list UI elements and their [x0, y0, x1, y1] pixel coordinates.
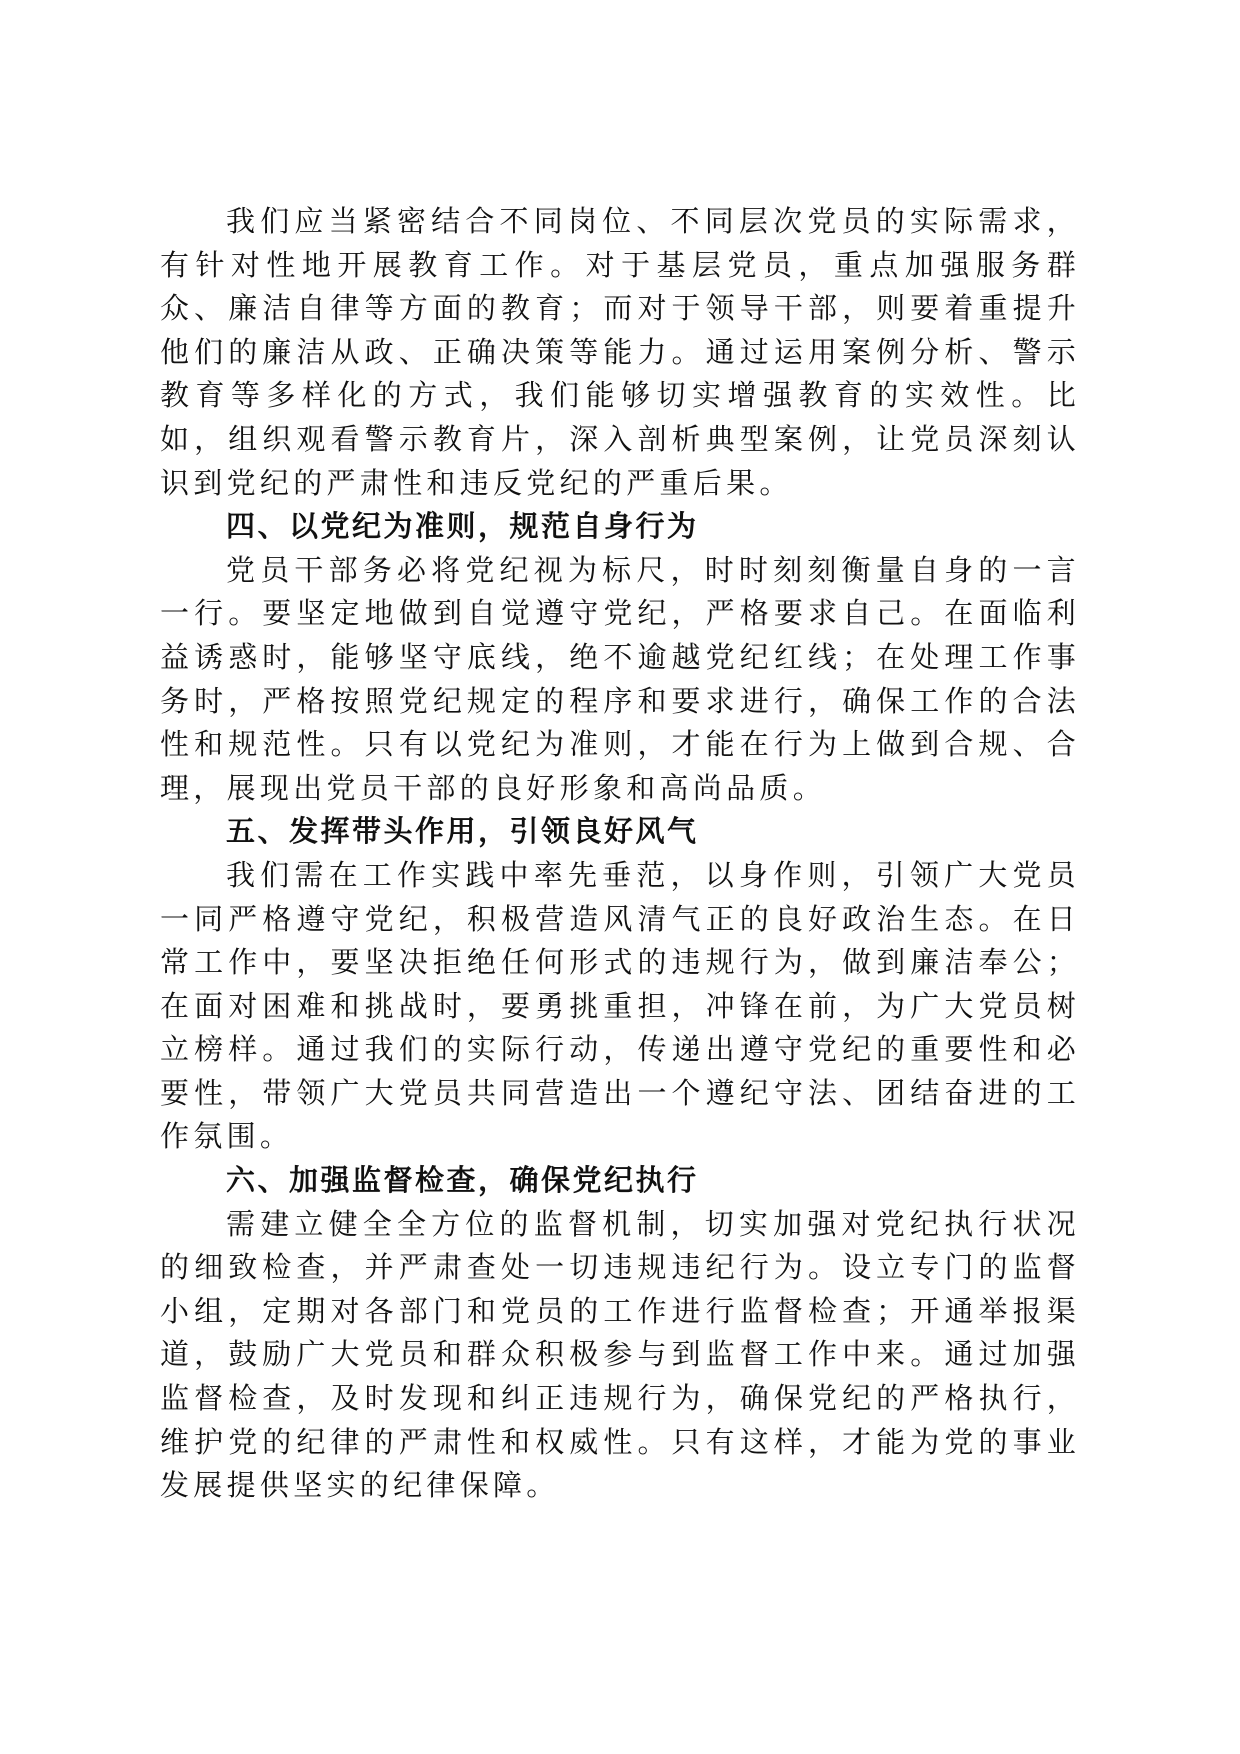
section-heading-4: 四、以党纪为准则，规范自身行为 — [226, 509, 699, 544]
paragraph-education: 我们应当紧密结合不同岗位、不同层次党员的实际需求，有针对性地开展教育工作。对于基层党员，重点加强服务群众、廉洁自律等方面的教育；而对于领导干部，则要着重提升他们的廉洁从政、正确决策等能力。通过运用案例分析、警示教育等多样化的方式，我们能够切实增强教育的实效性。比如，组织观看警示教育片，深入剖析典型案例，让党员深刻认识到党纪的严肃性和违反党纪的严重后果。 — [160, 204, 1080, 500]
section-heading-6: 六、加强监督检查，确保党纪执行 — [226, 1163, 699, 1198]
document-body — [160, 200, 1080, 1508]
paragraph-section-6: 需建立健全全方位的监督机制，切实加强对党纪执行状况的细致检查，并严肃查处一切违规违纪行为。设立专门的监督小组，定期对各部门和党员的工作进行监督检查；开通举报渠道，鼓励广大党员和群众积极参与到监督工作中来。通过加强监督检查，及时发现和纠正违规行为，确保党纪的严格执行，维护党的纪律的严肃性和权威性。只有这样，才能为党的事业发展提供坚实的纪律保障。 — [160, 1206, 1080, 1503]
section-heading-5: 五、发挥带头作用，引领良好风气 — [226, 814, 699, 849]
paragraph-section-5: 我们需在工作实践中率先垂范，以身作则，引领广大党员一同严格遵守党纪，积极营造风清气正的良好政治生态。在日常工作中，要坚决拒绝任何形式的违规行为，做到廉洁奉公；在面对困难和挑战时，要勇挑重担，冲锋在前，为广大党员树立榜样。通过我们的实际行动，传递出遵守党纪的重要性和必要性，带领广大党员共同营造出一个遵纪守法、团结奋进的工作氛围。 — [160, 857, 1080, 1154]
paragraph-section-4: 党员干部务必将党纪视为标尺，时时刻刻衡量自身的一言一行。要坚定地做到自觉遵守党纪，严格要求自己。在面临利益诱惑时，能够坚守底线，绝不逾越党纪红线；在处理工作事务时，严格按照党纪规定的程序和要求进行，确保工作的合法性和规范性。只有以党纪为准则，才能在行为上做到合规、合理，展现出党员干部的良好形象和高尚品质。 — [160, 552, 1080, 805]
